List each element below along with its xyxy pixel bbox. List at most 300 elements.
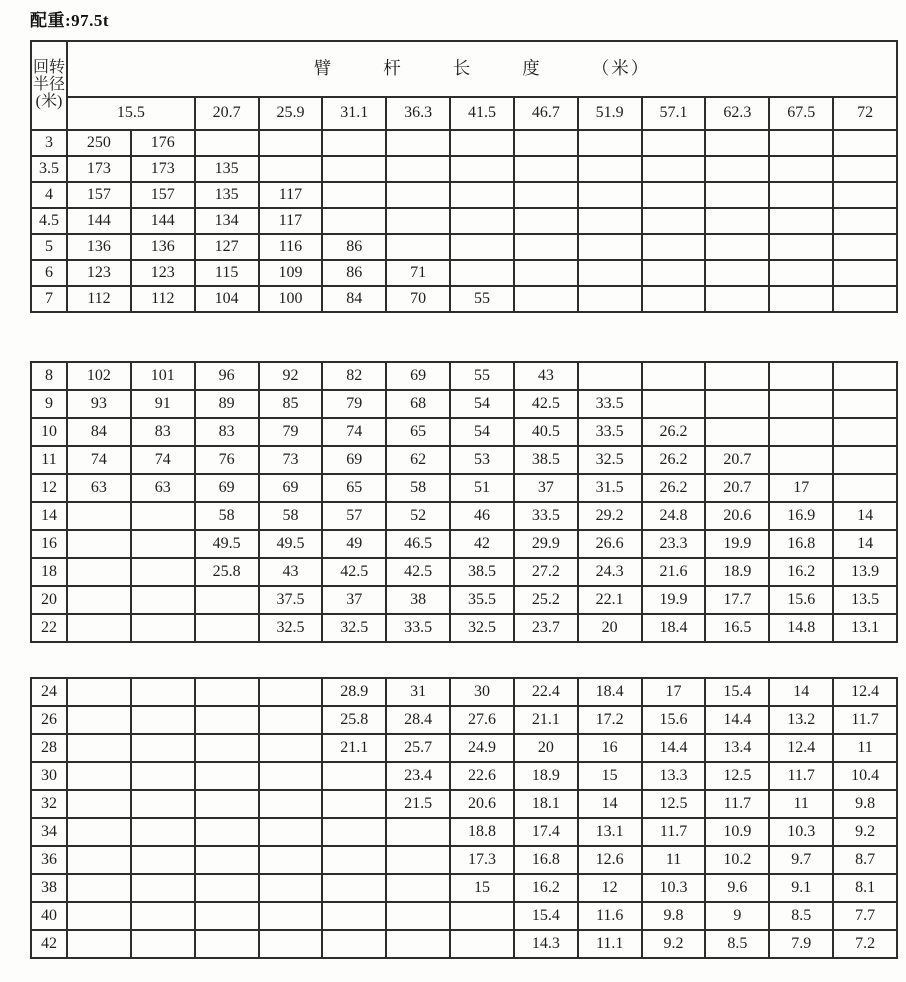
load-value-cell: [705, 208, 769, 234]
load-value-cell: 33.5: [386, 614, 450, 642]
load-value-cell: [578, 286, 642, 312]
load-value-cell: [450, 208, 514, 234]
load-value-cell: [259, 130, 323, 156]
load-value-cell: [259, 790, 323, 818]
boom-length-column-header: 36.3: [386, 97, 450, 130]
radius-cell: 28: [31, 734, 67, 762]
load-value-cell: 19.9: [705, 530, 769, 558]
load-value-cell: [386, 902, 450, 930]
load-value-cell: 176: [131, 130, 195, 156]
load-value-cell: 16.2: [769, 558, 833, 586]
load-value-cell: 49: [322, 530, 386, 558]
load-value-cell: [386, 930, 450, 958]
load-value-cell: 74: [322, 418, 386, 446]
load-value-cell: [131, 502, 195, 530]
load-value-cell: 84: [322, 286, 386, 312]
load-value-cell: [450, 234, 514, 260]
load-value-cell: 8.5: [769, 902, 833, 930]
load-value-cell: [131, 846, 195, 874]
load-value-cell: [386, 234, 450, 260]
table-row: [31, 818, 897, 846]
boom-length-column-header: 15.5: [67, 97, 195, 130]
load-value-cell: 9: [705, 902, 769, 930]
radius-cell: 7: [31, 286, 67, 312]
load-value-cell: 157: [131, 182, 195, 208]
table-row: [31, 678, 897, 706]
load-value-cell: 27.2: [514, 558, 578, 586]
load-value-cell: [195, 678, 259, 706]
load-value-cell: [578, 156, 642, 182]
load-value-cell: 54: [450, 390, 514, 418]
load-value-cell: 14: [833, 530, 897, 558]
load-value-cell: 86: [322, 260, 386, 286]
load-value-cell: 33.5: [578, 418, 642, 446]
load-value-cell: [195, 586, 259, 614]
load-value-cell: 8.5: [705, 930, 769, 958]
table-row: [31, 846, 897, 874]
load-value-cell: 20.6: [705, 502, 769, 530]
radius-header-line1: 回转: [32, 59, 65, 77]
load-value-cell: 83: [195, 418, 259, 446]
load-value-cell: 109: [259, 260, 323, 286]
load-value-cell: 83: [131, 418, 195, 446]
boom-length-column-header: 41.5: [450, 97, 514, 130]
load-value-cell: [67, 902, 131, 930]
load-value-cell: [386, 874, 450, 902]
load-value-cell: 14: [578, 790, 642, 818]
load-value-cell: [642, 182, 706, 208]
load-value-cell: [769, 182, 833, 208]
load-value-cell: 9.2: [833, 818, 897, 846]
load-value-cell: [131, 902, 195, 930]
load-value-cell: [642, 208, 706, 234]
load-value-cell: 11.6: [578, 902, 642, 930]
load-value-cell: 11: [642, 846, 706, 874]
load-value-cell: 28.4: [386, 706, 450, 734]
load-value-cell: [386, 818, 450, 846]
load-value-cell: [833, 446, 897, 474]
boom-length-header-text: 臂杆长度: [313, 58, 592, 79]
load-value-cell: 40.5: [514, 418, 578, 446]
load-value-cell: 16.5: [705, 614, 769, 642]
load-value-cell: 17.3: [450, 846, 514, 874]
load-value-cell: [67, 790, 131, 818]
radius-cell: 14: [31, 502, 67, 530]
radius-cell: 30: [31, 762, 67, 790]
table-row: [31, 586, 897, 614]
radius-cell: 20: [31, 586, 67, 614]
table-row: [31, 502, 897, 530]
load-value-cell: [259, 706, 323, 734]
load-value-cell: 20.7: [705, 446, 769, 474]
table-row: [31, 874, 897, 902]
load-value-cell: 19.9: [642, 586, 706, 614]
load-value-cell: 15: [450, 874, 514, 902]
load-value-cell: 84: [67, 418, 131, 446]
load-value-cell: 104: [195, 286, 259, 312]
load-value-cell: 13.1: [578, 818, 642, 846]
load-value-cell: 26.2: [642, 446, 706, 474]
load-value-cell: 9.8: [833, 790, 897, 818]
boom-length-column-header: 72: [833, 97, 897, 130]
radius-cell: 4.5: [31, 208, 67, 234]
table-row: [31, 130, 897, 156]
load-value-cell: 20: [514, 734, 578, 762]
load-chart-table-middle: [30, 361, 898, 643]
load-value-cell: [833, 362, 897, 390]
load-value-cell: [705, 260, 769, 286]
load-value-cell: [705, 390, 769, 418]
load-value-cell: [386, 208, 450, 234]
table-row: [31, 286, 897, 312]
load-value-cell: 58: [259, 502, 323, 530]
load-value-cell: 58: [386, 474, 450, 502]
load-value-cell: [195, 930, 259, 958]
load-value-cell: [833, 234, 897, 260]
load-value-cell: 79: [259, 418, 323, 446]
load-value-cell: 123: [67, 260, 131, 286]
load-value-cell: 9.1: [769, 874, 833, 902]
load-value-cell: 33.5: [514, 502, 578, 530]
load-value-cell: 21.5: [386, 790, 450, 818]
load-value-cell: 100: [259, 286, 323, 312]
load-value-cell: 70: [386, 286, 450, 312]
load-value-cell: 49.5: [195, 530, 259, 558]
table-row: [31, 790, 897, 818]
load-value-cell: [195, 706, 259, 734]
load-value-cell: 30: [450, 678, 514, 706]
load-value-cell: 37: [322, 586, 386, 614]
load-value-cell: 82: [322, 362, 386, 390]
load-value-cell: 12.4: [833, 678, 897, 706]
load-value-cell: 16.8: [769, 530, 833, 558]
load-value-cell: [195, 614, 259, 642]
load-value-cell: 46.5: [386, 530, 450, 558]
radius-cell: 3: [31, 130, 67, 156]
load-value-cell: 38.5: [450, 558, 514, 586]
load-value-cell: [67, 678, 131, 706]
load-value-cell: 112: [131, 286, 195, 312]
load-value-cell: [514, 130, 578, 156]
radius-cell: 16: [31, 530, 67, 558]
load-value-cell: [259, 846, 323, 874]
load-value-cell: [769, 418, 833, 446]
radius-cell: 42: [31, 930, 67, 958]
load-value-cell: 79: [322, 390, 386, 418]
load-value-cell: 13.1: [833, 614, 897, 642]
load-value-cell: [386, 182, 450, 208]
load-value-cell: 17.2: [578, 706, 642, 734]
table-row: [31, 182, 897, 208]
load-value-cell: 14.4: [642, 734, 706, 762]
load-value-cell: 32.5: [322, 614, 386, 642]
load-value-cell: 43: [514, 362, 578, 390]
boom-length-column-header: 20.7: [195, 97, 259, 130]
load-value-cell: 26.2: [642, 418, 706, 446]
table-row: [31, 234, 897, 260]
load-value-cell: 42.5: [322, 558, 386, 586]
load-value-cell: 52: [386, 502, 450, 530]
load-value-cell: 74: [131, 446, 195, 474]
load-value-cell: [131, 586, 195, 614]
load-value-cell: 53: [450, 446, 514, 474]
load-value-cell: 9.8: [642, 902, 706, 930]
load-value-cell: 117: [259, 182, 323, 208]
load-value-cell: 29.2: [578, 502, 642, 530]
load-value-cell: 18.9: [705, 558, 769, 586]
load-value-cell: 42.5: [386, 558, 450, 586]
load-value-cell: 173: [67, 156, 131, 182]
radius-cell: 3.5: [31, 156, 67, 182]
load-value-cell: [450, 156, 514, 182]
load-value-cell: 20.7: [705, 474, 769, 502]
load-value-cell: 68: [386, 390, 450, 418]
load-value-cell: [195, 874, 259, 902]
boom-length-column-header: 62.3: [705, 97, 769, 130]
load-value-cell: 17.7: [705, 586, 769, 614]
load-value-cell: 69: [386, 362, 450, 390]
table-row: [31, 208, 897, 234]
boom-length-column-header: 51.9: [578, 97, 642, 130]
load-value-cell: 11.1: [578, 930, 642, 958]
load-value-cell: 9.2: [642, 930, 706, 958]
load-value-cell: 13.2: [769, 706, 833, 734]
load-value-cell: 112: [67, 286, 131, 312]
load-value-cell: 55: [450, 362, 514, 390]
load-value-cell: 9.6: [705, 874, 769, 902]
load-value-cell: [322, 182, 386, 208]
load-value-cell: [833, 390, 897, 418]
load-value-cell: [705, 234, 769, 260]
radius-cell: 40: [31, 902, 67, 930]
load-value-cell: [322, 902, 386, 930]
load-value-cell: [67, 734, 131, 762]
load-value-cell: 18.8: [450, 818, 514, 846]
load-value-cell: 25.7: [386, 734, 450, 762]
load-value-cell: 8.1: [833, 874, 897, 902]
load-value-cell: [259, 678, 323, 706]
load-value-cell: 65: [386, 418, 450, 446]
load-value-cell: [322, 130, 386, 156]
load-value-cell: [450, 260, 514, 286]
load-value-cell: [450, 902, 514, 930]
load-value-cell: [578, 182, 642, 208]
load-value-cell: [131, 818, 195, 846]
load-value-cell: 15.6: [769, 586, 833, 614]
load-value-cell: [642, 130, 706, 156]
load-value-cell: 35.5: [450, 586, 514, 614]
load-value-cell: 115: [195, 260, 259, 286]
load-value-cell: 8.7: [833, 846, 897, 874]
load-value-cell: 117: [259, 208, 323, 234]
load-value-cell: 10.9: [705, 818, 769, 846]
radius-cell: 34: [31, 818, 67, 846]
load-value-cell: 7.7: [833, 902, 897, 930]
load-value-cell: [578, 362, 642, 390]
load-value-cell: 63: [67, 474, 131, 502]
load-value-cell: [67, 706, 131, 734]
radius-cell: 5: [31, 234, 67, 260]
load-value-cell: [195, 818, 259, 846]
load-value-cell: [642, 260, 706, 286]
table-row: [31, 558, 897, 586]
radius-cell: 38: [31, 874, 67, 902]
load-value-cell: [131, 930, 195, 958]
load-value-cell: [514, 156, 578, 182]
load-value-cell: [67, 818, 131, 846]
radius-cell: 26: [31, 706, 67, 734]
load-value-cell: 15.4: [514, 902, 578, 930]
load-value-cell: 101: [131, 362, 195, 390]
load-value-cell: [769, 208, 833, 234]
load-value-cell: 69: [322, 446, 386, 474]
table-row: [31, 762, 897, 790]
table-row: [31, 390, 897, 418]
load-value-cell: [769, 130, 833, 156]
load-value-cell: [833, 156, 897, 182]
load-value-cell: [769, 390, 833, 418]
load-value-cell: [769, 286, 833, 312]
load-value-cell: [514, 182, 578, 208]
load-value-cell: 11.7: [705, 790, 769, 818]
table-row: [31, 902, 897, 930]
load-value-cell: [195, 130, 259, 156]
load-value-cell: 15.6: [642, 706, 706, 734]
load-value-cell: 18.4: [642, 614, 706, 642]
load-value-cell: [259, 156, 323, 182]
radius-cell: 18: [31, 558, 67, 586]
load-value-cell: [131, 706, 195, 734]
load-value-cell: [514, 234, 578, 260]
load-value-cell: [833, 130, 897, 156]
load-value-cell: [131, 762, 195, 790]
radius-cell: 4: [31, 182, 67, 208]
load-value-cell: [514, 208, 578, 234]
load-value-cell: 13.9: [833, 558, 897, 586]
load-value-cell: 63: [131, 474, 195, 502]
radius-cell: 36: [31, 846, 67, 874]
radius-cell: 11: [31, 446, 67, 474]
load-value-cell: 55: [450, 286, 514, 312]
load-value-cell: [833, 260, 897, 286]
load-value-cell: 33.5: [578, 390, 642, 418]
load-value-cell: 123: [131, 260, 195, 286]
load-value-cell: [769, 260, 833, 286]
radius-header-line2: 半径: [32, 76, 65, 94]
load-value-cell: 17.4: [514, 818, 578, 846]
load-value-cell: 21.1: [514, 706, 578, 734]
load-value-cell: [769, 446, 833, 474]
load-value-cell: 25.2: [514, 586, 578, 614]
load-value-cell: 16.8: [514, 846, 578, 874]
load-value-cell: [386, 846, 450, 874]
load-value-cell: 25.8: [322, 706, 386, 734]
load-value-cell: [195, 790, 259, 818]
boom-length-column-header: 46.7: [514, 97, 578, 130]
load-value-cell: 54: [450, 418, 514, 446]
load-value-cell: 11.7: [769, 762, 833, 790]
load-value-cell: [195, 734, 259, 762]
load-value-cell: [450, 930, 514, 958]
load-value-cell: 144: [67, 208, 131, 234]
load-value-cell: 25.8: [195, 558, 259, 586]
load-value-cell: 11: [769, 790, 833, 818]
load-value-cell: [67, 874, 131, 902]
radius-cell: 9: [31, 390, 67, 418]
load-value-cell: 32.5: [259, 614, 323, 642]
load-value-cell: 16.9: [769, 502, 833, 530]
load-value-cell: 51: [450, 474, 514, 502]
load-value-cell: [769, 156, 833, 182]
boom-length-column-header: 31.1: [322, 97, 386, 130]
radius-cell: 22: [31, 614, 67, 642]
load-value-cell: [67, 762, 131, 790]
load-value-cell: 21.6: [642, 558, 706, 586]
radius-header-cell: [31, 41, 67, 130]
load-value-cell: [259, 818, 323, 846]
load-value-cell: [67, 558, 131, 586]
load-value-cell: [450, 130, 514, 156]
radius-header-unit: (米): [35, 92, 63, 110]
load-value-cell: 12.5: [705, 762, 769, 790]
load-value-cell: [322, 790, 386, 818]
load-value-cell: 22.6: [450, 762, 514, 790]
load-value-cell: [514, 286, 578, 312]
load-value-cell: [386, 156, 450, 182]
load-value-cell: [195, 762, 259, 790]
load-value-cell: 37: [514, 474, 578, 502]
load-value-cell: [578, 260, 642, 286]
load-value-cell: [195, 902, 259, 930]
load-value-cell: 96: [195, 362, 259, 390]
load-value-cell: 20: [578, 614, 642, 642]
load-value-cell: 135: [195, 182, 259, 208]
load-value-cell: 10.4: [833, 762, 897, 790]
load-value-cell: 7.2: [833, 930, 897, 958]
load-value-cell: [705, 182, 769, 208]
load-value-cell: [259, 930, 323, 958]
load-value-cell: 26.2: [642, 474, 706, 502]
load-value-cell: 26.6: [578, 530, 642, 558]
load-value-cell: 136: [67, 234, 131, 260]
table-row: [31, 734, 897, 762]
radius-cell: 32: [31, 790, 67, 818]
load-value-cell: [450, 182, 514, 208]
load-value-cell: 10.3: [642, 874, 706, 902]
load-value-cell: 28.9: [322, 678, 386, 706]
load-value-cell: [322, 208, 386, 234]
load-value-cell: 127: [195, 234, 259, 260]
load-value-cell: 14.8: [769, 614, 833, 642]
load-value-cell: 10.3: [769, 818, 833, 846]
load-value-cell: [67, 586, 131, 614]
load-value-cell: [259, 734, 323, 762]
load-value-cell: 71: [386, 260, 450, 286]
load-value-cell: 57: [322, 502, 386, 530]
load-value-cell: 32.5: [450, 614, 514, 642]
radius-cell: 12: [31, 474, 67, 502]
load-value-cell: 135: [195, 156, 259, 182]
load-chart-table-upper: [30, 40, 898, 313]
load-value-cell: [131, 530, 195, 558]
load-value-cell: [386, 130, 450, 156]
radius-cell: 24: [31, 678, 67, 706]
load-value-cell: 31.5: [578, 474, 642, 502]
load-value-cell: 15.4: [705, 678, 769, 706]
table-row: [31, 474, 897, 502]
load-value-cell: [131, 614, 195, 642]
load-value-cell: 85: [259, 390, 323, 418]
